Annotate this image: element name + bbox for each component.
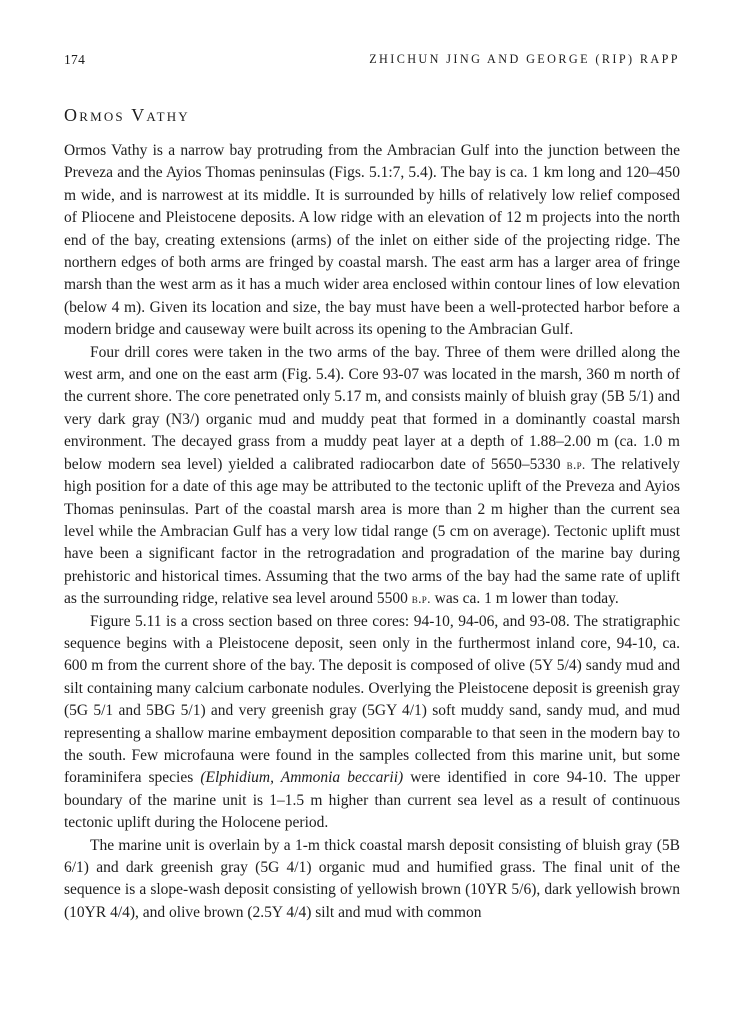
paragraph-3 bbox=[64, 611, 680, 835]
book-page bbox=[64, 52, 680, 924]
running-head bbox=[64, 52, 680, 76]
paragraph-3-text-a: Figure 5.11 is a cross section based on three cores: 94-10, 94-06, and 93-08. The stratigraphic sequence begins with a Pleistocene deposit, seen only in the furthermost inland core, 94-10, ca. 600 m from the current shore of the bay. The deposit is composed of olive (5Y 5/4) sandy mud and silt containing many calcium carbonate nodules. Overlying the Pleistocene deposit is greenish gray (5G 5/1 and 5BG 5/1) and very greenish gray (5GY 4/1) soft muddy sand, sandy mud, and mud representing a shallow marine embayment deposition comparable to that seen in the modern bay to the south. Few microfauna were found in the samples collected from this marine unit, but some foraminifera species bbox=[64, 612, 680, 787]
paragraph-1: Ormos Vathy is a narrow bay protruding from the Ambracian Gulf into the junction between the Preveza and the Ayios Thomas peninsulas (Figs. 5.1:7, 5.4). The bay is ca. 1 km long and 120–450 m wide, and is narrowest at its middle. It is surrounded by hills of relatively low relief composed of Pliocene and Pleistocene deposits. A low ridge with an elevation of 12 m projects into the north end of the bay, creating extensions (arms) of the inlet on either side of the projecting ridge. The northern edges of both arms are fringed by coastal marsh. The east arm has a larger area of fringe marsh than the west arm as it has a much wider area enclosed within contour lines of low elevation (below 4 m). Given its location and size, the bay must have been a well-protected harbor before a modern bridge and causeway were built across its opening to the Ambracian Gulf. bbox=[64, 142, 680, 339]
bp-abbreviation: b.p. bbox=[411, 591, 431, 607]
paragraph-4: The marine unit is overlain by a 1-m thick coastal marsh deposit consisting of bluish gray (5B 6/1) and dark greenish gray (5G 4/1) organic mud and humified grass. The final unit of the sequence is a slope-wash deposit consisting of yellowish brown (10YR 5/6), dark yellowish brown (10YR 4/4), and olive brown (2.5Y 4/4) silt and mud with common bbox=[64, 836, 680, 921]
page-number: 174 bbox=[64, 52, 86, 67]
species-names: (Elphidium, Ammonia beccarii) bbox=[200, 769, 404, 787]
section-title: Ormos Vathy bbox=[64, 105, 190, 125]
paragraph-2-text-c: was ca. 1 m lower than today. bbox=[430, 590, 619, 608]
running-title: ZHICHUN JING AND GEORGE (RIP) RAPP bbox=[369, 52, 680, 66]
paragraph-2-text-a: Four drill cores were taken in the two arms of the bay. Three of them were drilled along the west arm, and one on the east arm (Fig. 5.4). Core 93-07 was located in the marsh, 360 m north of the current shore. The core penetrated only 5.17 m, and consists mainly of bluish gray (5B 5/1) and very dark gray (N3/) organic mud and muddy peat that formed in a dominantly coastal marsh environment. The decayed grass from a muddy peat layer at a depth of 1.88–2.00 m (ca. 1.0 m below modern sea level) yielded a calibrated radiocarbon date of 5650–5330 bbox=[64, 343, 680, 473]
paragraph-2-text-b: The relatively high position for a date of this age may be attributed to the tectonic uplift of the Preveza and Ayios Thomas peninsulas. Part of the coastal marsh area is more than 2 m higher than the current sea level while the Ambracian Gulf has a very low tidal range (5 cm on average). Tectonic uplift must have been a significant factor in the retrogradation and progradation of the marine bay during prehistoric and historical times. Assuming that the two arms of the bay had the same rate of uplift as the surrounding ridge, relative sea level around 5500 bbox=[64, 455, 680, 608]
paragraph-2 bbox=[64, 342, 680, 611]
bp-abbreviation: b.p. bbox=[566, 456, 586, 472]
paragraph-3-text-b: were identified in core 94-10. The upper boundary of the marine unit is 1–1.5 m higher than current sea level as a result of continuous tectonic uplift during the Holocene period. bbox=[64, 769, 680, 832]
body-text bbox=[64, 140, 680, 924]
